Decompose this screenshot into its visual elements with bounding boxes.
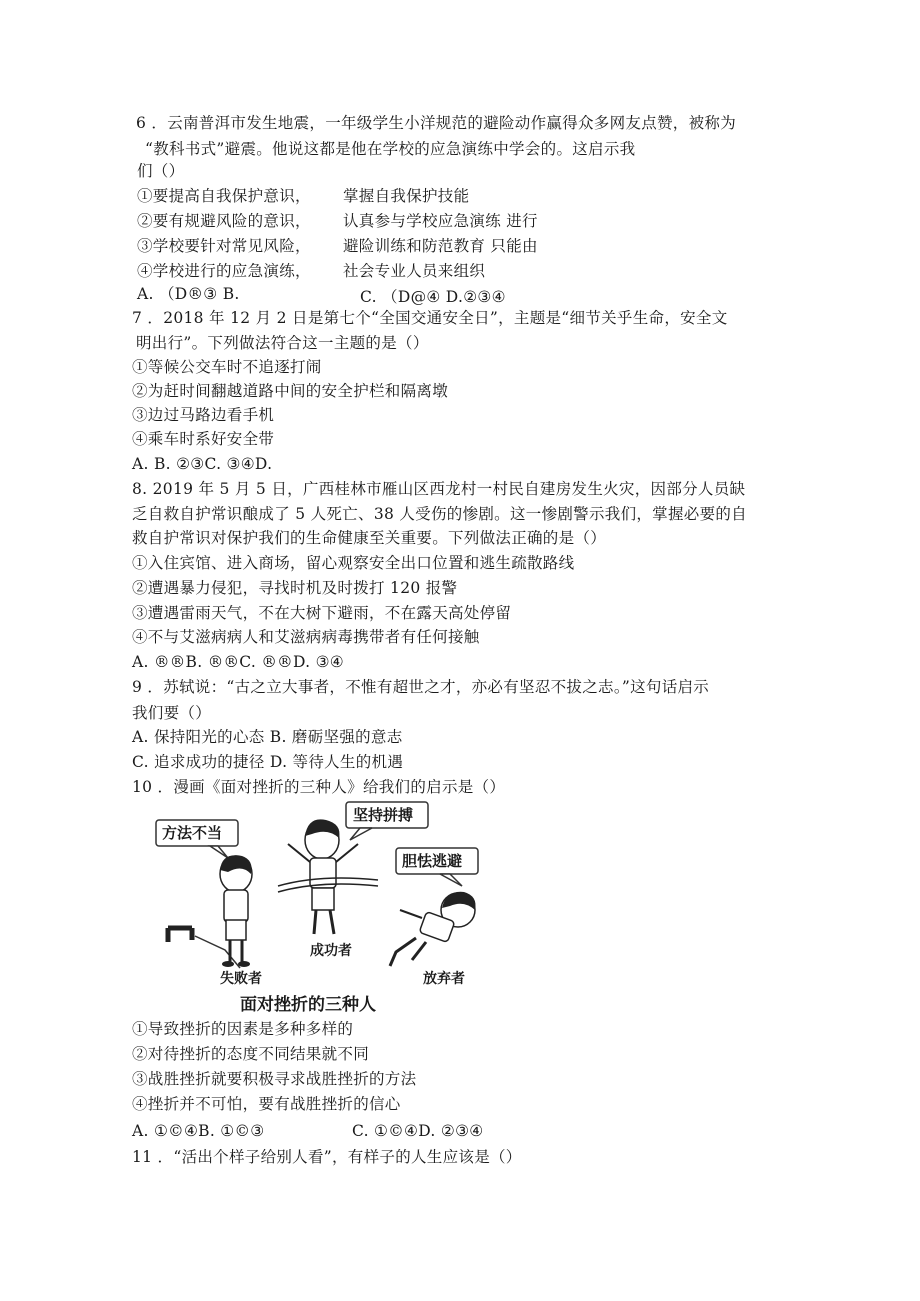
q7-stem-line1: 7 ．2018 年 12 月 2 日是第七个“全国交通安全日”，主题是“细节关乎生命，安全文 — [132, 309, 728, 327]
q6-option4-left: ④学校进行的应急演练， — [137, 262, 311, 280]
cartoon-title: 面对挫折的三种人 — [240, 995, 376, 1015]
q6-option3-left: ③学校要针对常见风险， — [137, 237, 311, 255]
q7-option2: ②为赶时间翻越道路中间的安全护栏和隔离墩 — [132, 382, 449, 400]
q8-option1: ①入住宾馆、进入商场，留心观察安全出口位置和逃生疏散路线 — [132, 554, 575, 572]
label-success: 成功者 — [310, 943, 352, 959]
q10-option2: ②对待挫折的态度不同结果就不同 — [132, 1045, 370, 1063]
q7-option1: ①等候公交车时不追逐打闹 — [132, 358, 322, 376]
q6-answers-ab: A. （D®③ B. — [137, 285, 240, 303]
label-fail: 失败者 — [220, 971, 262, 987]
q8-stem-line1: 8. 2019 年 5 月 5 日，广西桂林市雁山区西龙村一村民自建房发生火灾，因部分人员缺 — [132, 480, 746, 498]
q7-answers: A. B. ②③C. ③④D. — [132, 455, 273, 473]
q9-options-cd: C. 追求成功的捷径 D. 等待人生的机遇 — [132, 753, 404, 771]
q11-stem-line1: 11 ．“活出个样子给别人看”，有样子的人生应该是（） — [132, 1148, 522, 1166]
q9-stem-line1: 9 ．苏轼说：“古之立大事者，不惟有超世之才，亦必有坚忍不拔之志。”这句话启示 — [132, 678, 710, 696]
q7-option3: ③边过马路边看手机 — [132, 406, 275, 424]
q10-cartoon — [150, 800, 500, 1020]
q9-stem-line2: 我们要（） — [132, 704, 212, 722]
q6-option4-right: 社会专业人员来组织 — [343, 262, 486, 280]
q6-option2-right: 认真参与学校应急演练 进行 — [343, 212, 538, 230]
q6-stem-line1: 6 ．云南普洱市发生地震，一年级学生小洋规范的避险动作赢得众多网友点赞，被称为 — [136, 114, 736, 132]
q10-option1: ①导致挫折的因素是多种多样的 — [132, 1020, 354, 1038]
q6-option3-right: 避险训练和防范教育 只能由 — [343, 237, 538, 255]
quit-boy-figure — [390, 892, 476, 966]
q10-stem-line1: 10 ．漫画《面对挫折的三种人》给我们的启示是（） — [132, 778, 506, 796]
q6-answers-cd: C. （D@④ D.②③④ — [360, 288, 506, 306]
q6-option1-right: 掌握自我保护技能 — [343, 187, 470, 205]
q10-option4: ④挫折并不可怕，要有战胜挫折的信心 — [132, 1095, 401, 1113]
q6-option1-left: ①要提高自我保护意识， — [137, 187, 311, 205]
q8-stem-line3: 救自护常识对保护我们的生命健康至关重要。下列做法正确的是（） — [132, 529, 607, 547]
q6-option2-left: ②要有规避风险的意识， — [137, 212, 311, 230]
label-quit: 放弃者 — [423, 971, 465, 987]
q10-answers-cd: C. ①©④D. ②③④ — [352, 1122, 484, 1140]
q8-stem-line2: 乏自救自护常识酿成了 5 人死亡、38 人受伤的惨剧。这一惨剧警示我们，掌握必要的自 — [132, 505, 747, 523]
q6-stem-line2: “教科书式”避震。他说这都是他在学校的应急演练中学会的。这启示我 — [145, 140, 636, 158]
q7-stem-line2: 明出行”。下列做法符合这一主题的是（） — [136, 334, 429, 352]
q8-option3: ③遭遇雷雨天气，不在大树下避雨，不在露天高处停留 — [132, 604, 512, 622]
q10-answers-ab: A. ①©④B. ①©③ — [132, 1122, 265, 1140]
q9-options-ab: A. 保持阳光的心态 B. 磨砺坚强的意志 — [132, 728, 403, 746]
hurdle-icon — [168, 928, 192, 942]
sign-timid: 胆怯逃避 — [402, 852, 463, 870]
q8-answers: A. ®®B. ®®C. ®®D. ③④ — [132, 653, 344, 671]
success-boy-figure — [278, 819, 378, 934]
sign-persist: 坚持拼搏 — [353, 806, 414, 824]
q6-stem-line3: 们（） — [137, 162, 185, 180]
q8-option2: ②遭遇暴力侵犯，寻找时机及时拨打 120 报警 — [132, 579, 458, 597]
q7-option4: ④乘车时系好安全带 — [132, 430, 275, 448]
q8-option4: ④不与艾滋病病人和艾滋病病毒携带者有任何接触 — [132, 628, 480, 646]
sign-method-wrong: 方法不当 — [162, 824, 223, 842]
q10-option3: ③战胜挫折就要积极寻求战胜挫折的方法 — [132, 1070, 417, 1088]
